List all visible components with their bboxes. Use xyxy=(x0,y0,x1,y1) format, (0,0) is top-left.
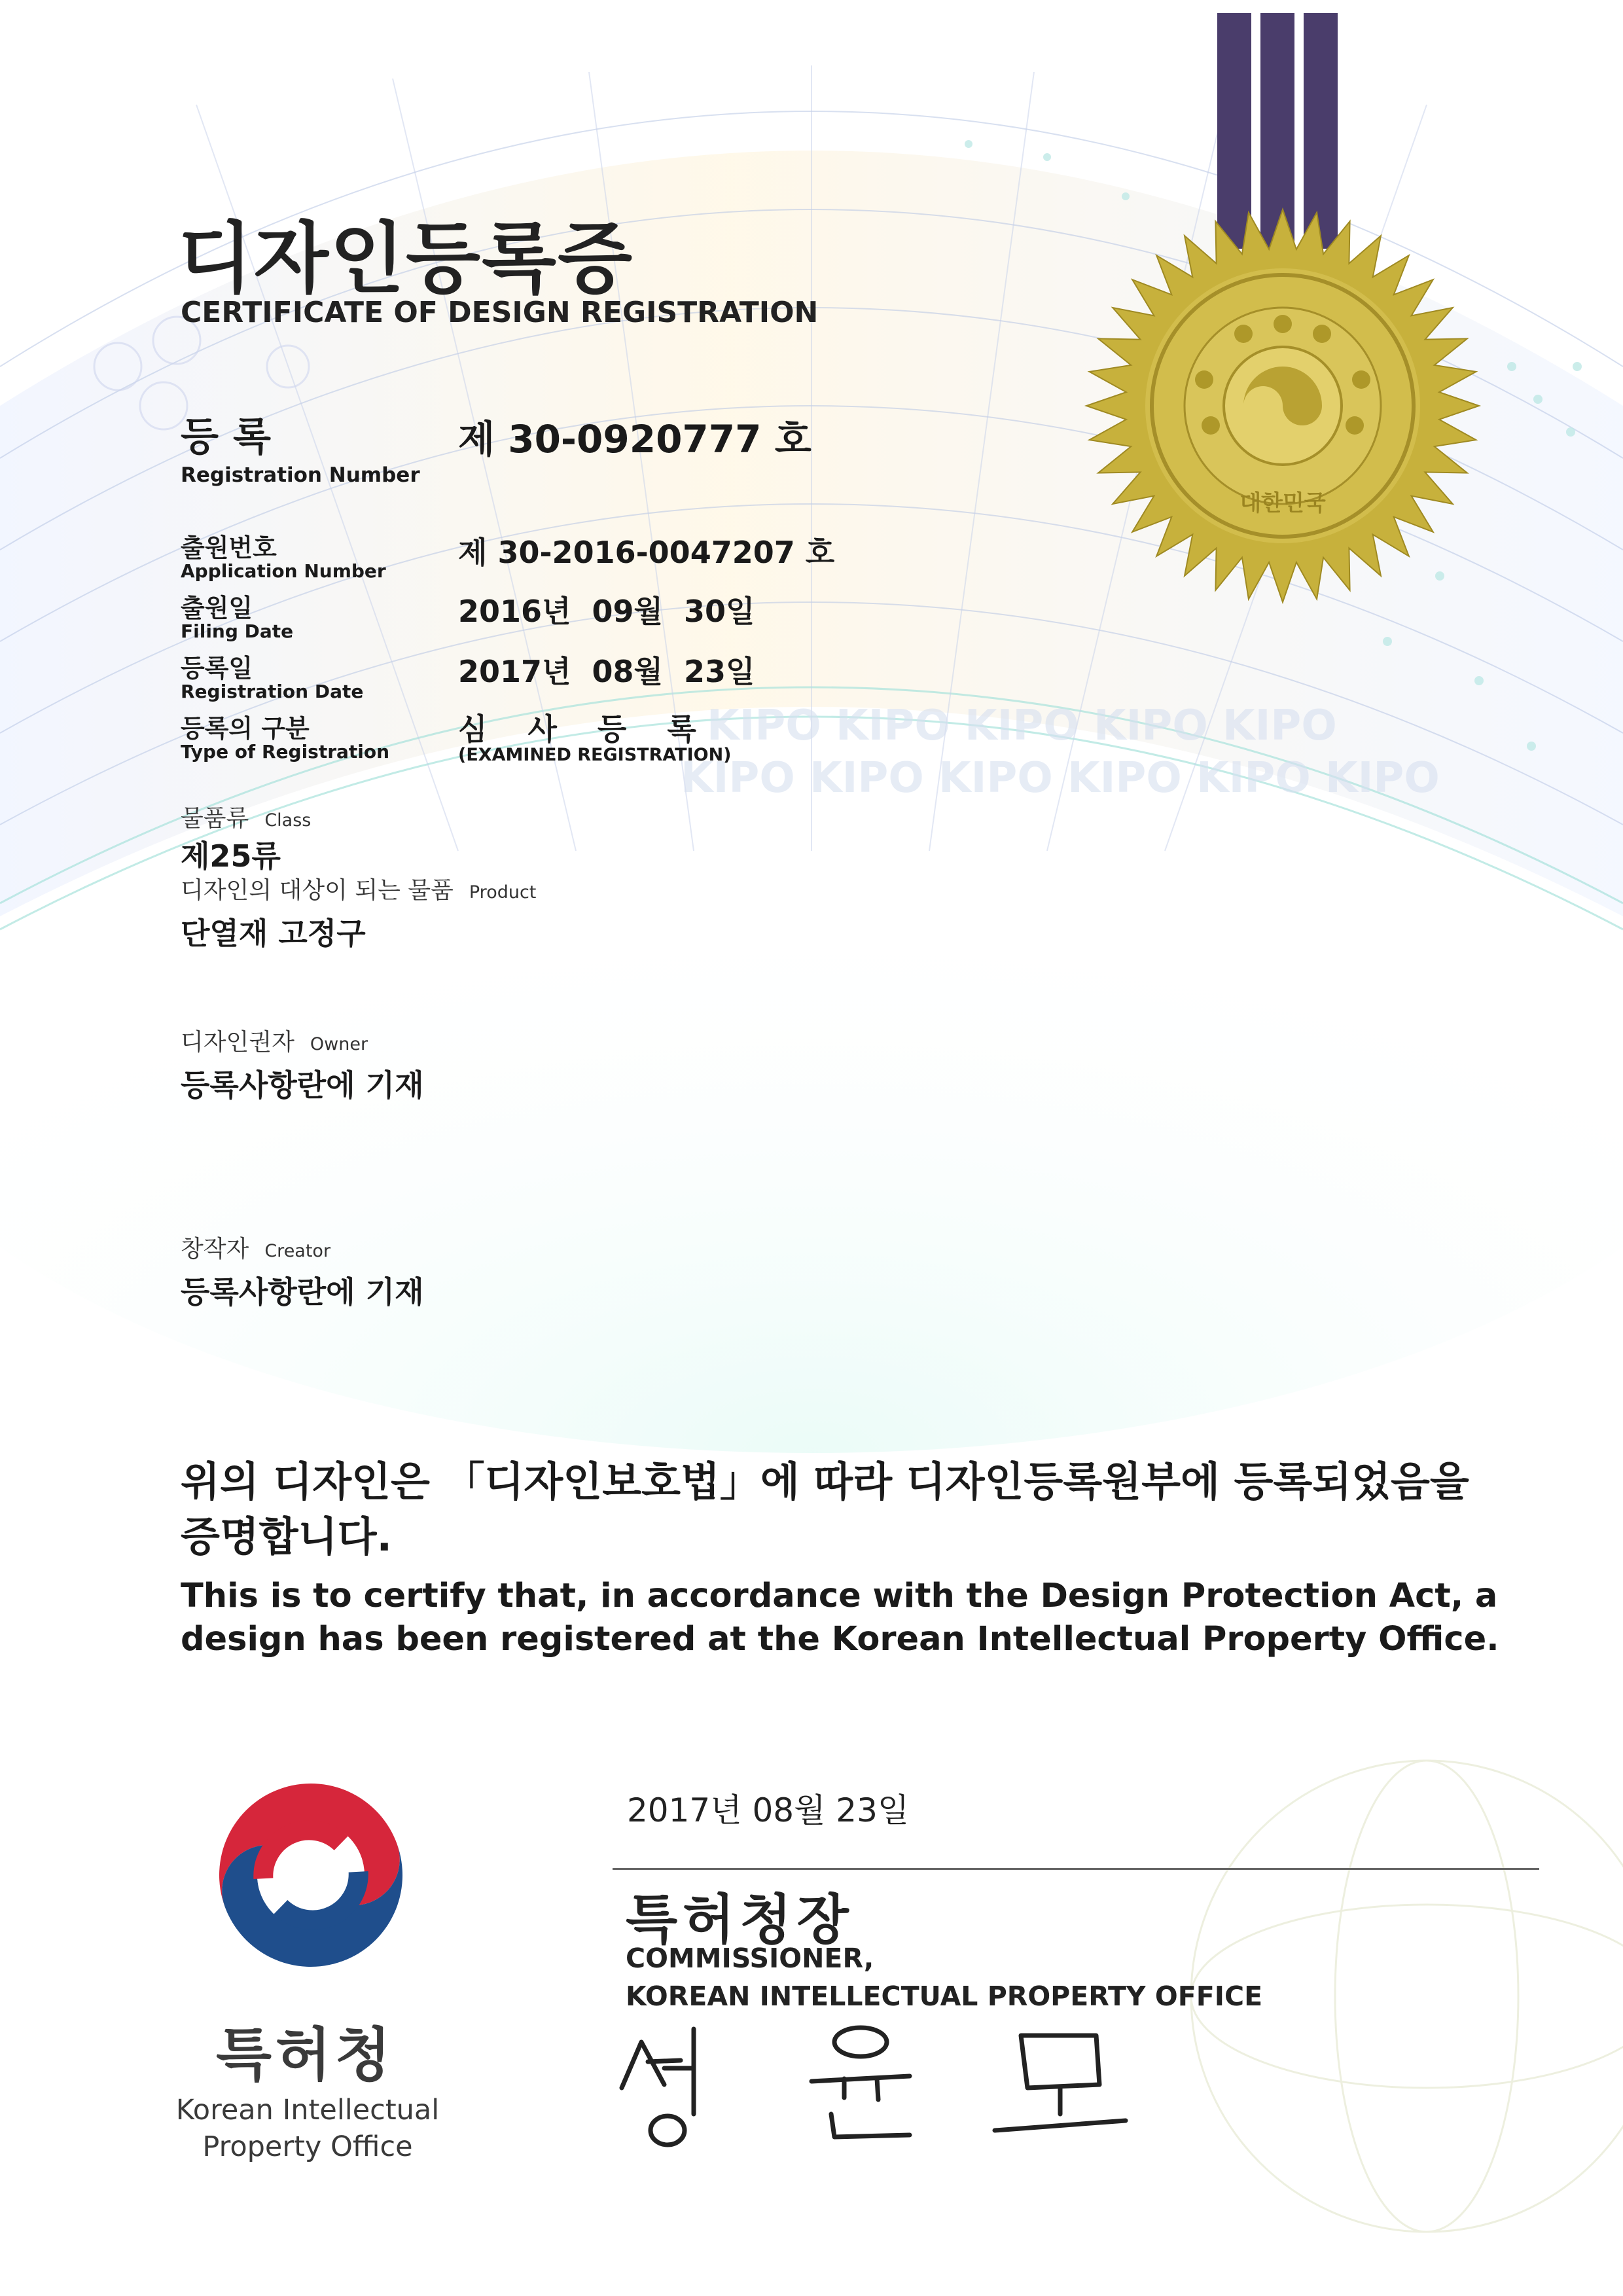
creator-label: 창작자 xyxy=(181,1236,249,1263)
owner-label: 디자인권자 xyxy=(181,1029,294,1056)
owner-label-en: Owner xyxy=(310,1034,368,1054)
registration-number-label: 등록 xyxy=(181,414,285,460)
owner-value: 등록사항란에 기재 xyxy=(181,1067,424,1103)
office-name: 특허청 xyxy=(216,2021,395,2089)
product-label: 디자인의 대상이 되는 물품 xyxy=(181,877,454,904)
filing-date-label-en: Filing Date xyxy=(181,620,294,642)
class-label: 물품류 xyxy=(181,805,249,832)
registration-date-label-en: Registration Date xyxy=(181,681,364,702)
issue-date: 2017년 08월 23일 xyxy=(627,1791,910,1829)
registration-type-label: 등록의 구분 xyxy=(181,714,310,743)
class-value: 제25류 xyxy=(181,838,281,874)
registration-type-label-en: Type of Registration xyxy=(181,741,390,762)
certification-statement-en: This is to certify that, in accordance with the Design Protection Act, a design has been registered at the Korean Intellectual Property Office. xyxy=(181,1577,1499,1659)
svg-text:KIPO KIPO KIPO KIPO KIPO: KIPO KIPO KIPO KIPO KIPO KIPO xyxy=(681,754,1440,802)
registration-type-value: 심 사 등 록 xyxy=(458,711,703,747)
filing-date-value: 2016년 09월 30일 xyxy=(458,594,755,629)
office-name-en: Korean Intellectual Property Office xyxy=(175,2094,440,2163)
certificate-title-en: CERTIFICATE OF DESIGN REGISTRATION xyxy=(181,296,819,329)
product-label-en: Product xyxy=(469,882,537,903)
product-heading xyxy=(181,872,536,905)
signature-divider xyxy=(613,1868,1539,1870)
commissioner-signature xyxy=(602,2016,1139,2160)
application-number-label-en: Application Number xyxy=(181,560,386,582)
registration-type-note: (EXAMINED REGISTRATION) xyxy=(458,745,732,765)
kipo-logo-icon xyxy=(216,1780,406,1970)
registration-date-value: 2017년 08월 23일 xyxy=(458,654,755,689)
registration-number-label-en: Registration Number xyxy=(181,463,420,487)
filing-date-label: 출원일 xyxy=(181,594,253,622)
creator-label-en: Creator xyxy=(264,1241,331,1261)
svg-text:KIPO KIPO KIPO KIPO KIPO: KIPO KIPO KIPO KIPO KIPO xyxy=(707,702,1337,750)
creator-heading xyxy=(181,1230,330,1264)
application-number-label: 출원번호 xyxy=(181,533,277,562)
registration-number-value: 제 30-0920777 호 xyxy=(458,417,812,461)
class-label-en: Class xyxy=(264,810,312,831)
certificate-title: 디자인등록증 xyxy=(178,213,633,304)
seal-text: 대한민국 xyxy=(1240,490,1326,516)
gold-seal xyxy=(1073,196,1492,615)
owner-heading xyxy=(181,1024,368,1057)
commissioner-title: 특허청장 xyxy=(626,1889,854,1951)
commissioner-title-en-2: KOREAN INTELLECTUAL PROPERTY OFFICE xyxy=(626,1981,1263,2012)
creator-value: 등록사항란에 기재 xyxy=(181,1274,424,1310)
application-number-value: 제 30-2016-0047207 호 xyxy=(458,535,835,570)
class-heading xyxy=(181,800,311,833)
commissioner-title-en-1: COMMISSIONER, xyxy=(626,1943,874,1974)
registration-date-label: 등록일 xyxy=(181,654,253,683)
certification-statement-ko: 위의 디자인은 「디자인보호법」에 따라 디자인등록원부에 등록되었음을 증명합니다. xyxy=(181,1458,1469,1560)
product-value: 단열재 고정구 xyxy=(181,916,366,951)
